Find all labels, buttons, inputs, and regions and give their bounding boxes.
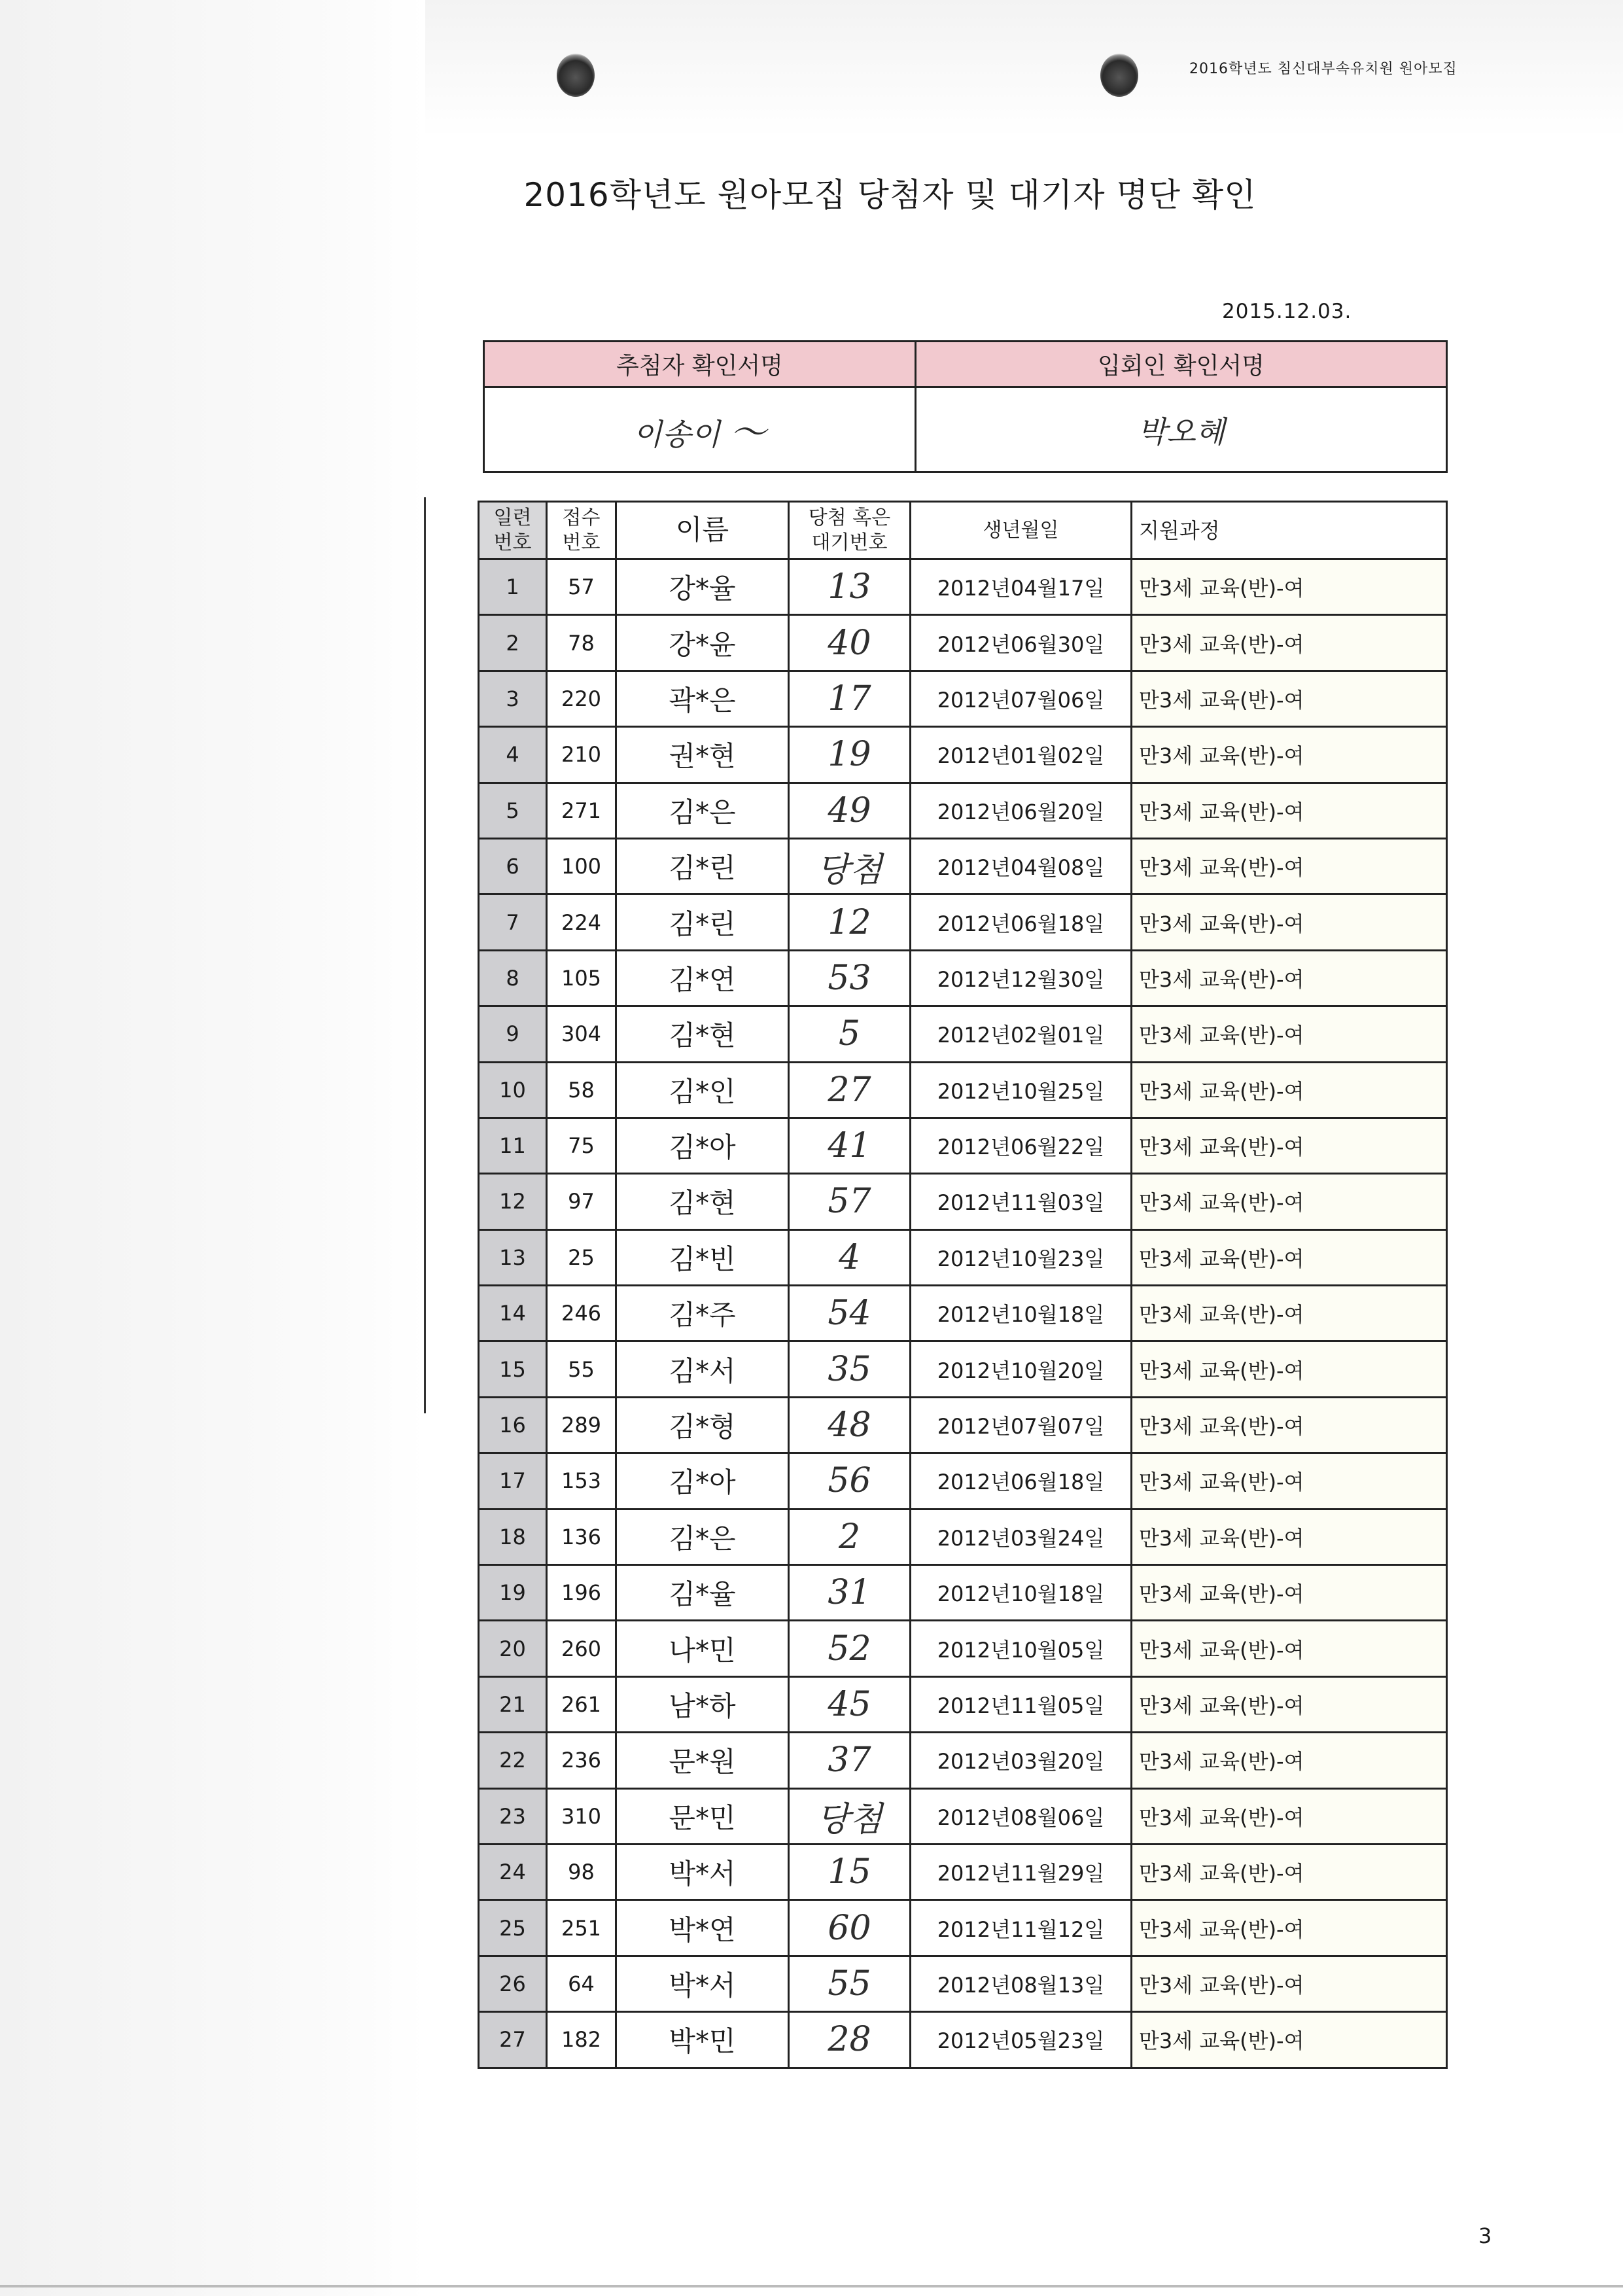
cell-receipt: 153 [547, 1453, 616, 1509]
cell-seq: 17 [479, 1453, 547, 1509]
cell-name: 김*아 [616, 1453, 789, 1509]
cell-seq: 22 [479, 1733, 547, 1788]
cell-name: 김*린 [616, 894, 789, 950]
cell-birth: 2012년12월30일 [911, 950, 1132, 1006]
cell-course: 만3세 교육(반)-여 [1132, 1006, 1447, 1062]
cell-name: 김*현 [616, 1174, 789, 1229]
cell-seq: 23 [479, 1788, 547, 1844]
cell-birth: 2012년11월05일 [911, 1676, 1132, 1732]
cell-receipt: 310 [547, 1788, 616, 1844]
table-row [479, 727, 1447, 783]
cell-seq: 13 [479, 1229, 547, 1285]
page-number: 3 [1478, 2223, 1492, 2248]
cell-receipt: 182 [547, 2012, 616, 2068]
header-result: 당첨 혹은 대기번호 [789, 502, 911, 559]
cell-result: 당첨 [789, 838, 911, 894]
margin-line [424, 497, 426, 1413]
cell-result: 13 [789, 559, 911, 615]
cell-name: 김*형 [616, 1397, 789, 1453]
cell-seq: 6 [479, 838, 547, 894]
scan-shadow-left [0, 0, 425, 2296]
drawer-signature-label: 추첨자 확인서명 [484, 342, 916, 387]
table-row [479, 1341, 1447, 1397]
cell-birth: 2012년10월20일 [911, 1341, 1132, 1397]
cell-name: 김*주 [616, 1286, 789, 1341]
cell-seq: 27 [479, 2012, 547, 2068]
cell-birth: 2012년10월23일 [911, 1229, 1132, 1285]
cell-name: 김*은 [616, 1509, 789, 1564]
cell-name: 박*연 [616, 1900, 789, 1956]
cell-receipt: 210 [547, 727, 616, 783]
cell-course: 만3세 교육(반)-여 [1132, 2012, 1447, 2068]
cell-result: 55 [789, 1956, 911, 2011]
cell-course: 만3세 교육(반)-여 [1132, 1341, 1447, 1397]
cell-birth: 2012년10월05일 [911, 1621, 1132, 1676]
table-row [479, 671, 1447, 726]
cell-course: 만3세 교육(반)-여 [1132, 1844, 1447, 1899]
cell-birth: 2012년10월18일 [911, 1286, 1132, 1341]
table-row [479, 1676, 1447, 1732]
cell-course: 만3세 교육(반)-여 [1132, 1118, 1447, 1173]
cell-name: 김*빈 [616, 1229, 789, 1285]
cell-course: 만3세 교육(반)-여 [1132, 1676, 1447, 1732]
cell-receipt: 260 [547, 1621, 616, 1676]
cell-result: 57 [789, 1174, 911, 1229]
cell-course: 만3세 교육(반)-여 [1132, 1565, 1447, 1621]
table-row [479, 950, 1447, 1006]
cell-result: 54 [789, 1286, 911, 1341]
cell-birth: 2012년06월18일 [911, 1453, 1132, 1509]
table-row [479, 615, 1447, 671]
cell-result: 56 [789, 1453, 911, 1509]
cell-result: 4 [789, 1229, 911, 1285]
page-title: 2016학년도 원아모집 당첨자 및 대기자 명단 확인 [523, 176, 1257, 214]
page-edge-line [0, 2285, 1623, 2287]
cell-seq: 24 [479, 1844, 547, 1899]
cell-course: 만3세 교육(반)-여 [1132, 838, 1447, 894]
cell-birth: 2012년02월01일 [911, 1006, 1132, 1062]
cell-seq: 8 [479, 950, 547, 1006]
cell-birth: 2012년07월06일 [911, 671, 1132, 726]
cell-course: 만3세 교육(반)-여 [1132, 615, 1447, 671]
table-row [479, 1062, 1447, 1118]
cell-course: 만3세 교육(반)-여 [1132, 1788, 1447, 1844]
cell-name: 박*서 [616, 1844, 789, 1899]
cell-birth: 2012년06월18일 [911, 894, 1132, 950]
cell-name: 강*윤 [616, 615, 789, 671]
header-receipt: 접수 번호 [547, 502, 616, 559]
cell-receipt: 220 [547, 671, 616, 726]
cell-course: 만3세 교육(반)-여 [1132, 559, 1447, 615]
applicant-table [478, 501, 1448, 2069]
cell-seq: 3 [479, 671, 547, 726]
cell-seq: 14 [479, 1286, 547, 1341]
cell-name: 김*서 [616, 1341, 789, 1397]
cell-name: 나*민 [616, 1621, 789, 1676]
cell-course: 만3세 교육(반)-여 [1132, 1062, 1447, 1118]
cell-course: 만3세 교육(반)-여 [1132, 1956, 1447, 2011]
cell-seq: 19 [479, 1565, 547, 1621]
header-birth: 생년월일 [911, 502, 1132, 559]
cell-seq: 15 [479, 1341, 547, 1397]
cell-seq: 5 [479, 783, 547, 838]
signature-table [483, 340, 1448, 473]
table-row [479, 1174, 1447, 1229]
cell-seq: 18 [479, 1509, 547, 1564]
cell-receipt: 224 [547, 894, 616, 950]
cell-result: 15 [789, 1844, 911, 1899]
table-row [479, 1788, 1447, 1844]
cell-result: 53 [789, 950, 911, 1006]
cell-receipt: 25 [547, 1229, 616, 1285]
cell-result: 37 [789, 1733, 911, 1788]
cell-result: 12 [789, 894, 911, 950]
punch-hole-right [1100, 54, 1138, 97]
cell-birth: 2012년04월17일 [911, 559, 1132, 615]
document-header: 2016학년도 침신대부속유치원 원아모집 [1189, 61, 1457, 77]
header-course: 지원과정 [1132, 502, 1447, 559]
cell-result: 41 [789, 1118, 911, 1173]
cell-seq: 12 [479, 1174, 547, 1229]
cell-birth: 2012년11월12일 [911, 1900, 1132, 1956]
cell-receipt: 98 [547, 1844, 616, 1899]
cell-receipt: 78 [547, 615, 616, 671]
drawer-signature: 이송이 〜 [484, 387, 916, 472]
cell-birth: 2012년08월06일 [911, 1788, 1132, 1844]
cell-course: 만3세 교육(반)-여 [1132, 1900, 1447, 1956]
cell-course: 만3세 교육(반)-여 [1132, 1733, 1447, 1788]
cell-name: 김*연 [616, 950, 789, 1006]
cell-birth: 2012년01월02일 [911, 727, 1132, 783]
table-row [479, 783, 1447, 838]
cell-result: 45 [789, 1676, 911, 1732]
cell-result: 28 [789, 2012, 911, 2068]
cell-birth: 2012년04월08일 [911, 838, 1132, 894]
cell-result: 48 [789, 1397, 911, 1453]
cell-receipt: 261 [547, 1676, 616, 1732]
cell-seq: 21 [479, 1676, 547, 1732]
table-row [479, 1733, 1447, 1788]
table-row [479, 2012, 1447, 2068]
cell-course: 만3세 교육(반)-여 [1132, 1174, 1447, 1229]
cell-receipt: 64 [547, 1956, 616, 2011]
cell-seq: 25 [479, 1900, 547, 1956]
cell-name: 김*인 [616, 1062, 789, 1118]
cell-birth: 2012년10월25일 [911, 1062, 1132, 1118]
cell-result: 17 [789, 671, 911, 726]
cell-result: 31 [789, 1565, 911, 1621]
cell-name: 김*린 [616, 838, 789, 894]
cell-result: 40 [789, 615, 911, 671]
witness-signature-label: 입회인 확인서명 [916, 342, 1447, 387]
cell-birth: 2012년05월23일 [911, 2012, 1132, 2068]
cell-receipt: 196 [547, 1565, 616, 1621]
cell-birth: 2012년06월22일 [911, 1118, 1132, 1173]
cell-receipt: 251 [547, 1900, 616, 1956]
cell-seq: 16 [479, 1397, 547, 1453]
cell-result: 19 [789, 727, 911, 783]
document-date: 2015.12.03. [1222, 300, 1352, 323]
cell-receipt: 236 [547, 1733, 616, 1788]
cell-seq: 10 [479, 1062, 547, 1118]
cell-name: 박*서 [616, 1956, 789, 2011]
table-row [479, 894, 1447, 950]
cell-course: 만3세 교육(반)-여 [1132, 950, 1447, 1006]
cell-name: 김*현 [616, 1006, 789, 1062]
cell-course: 만3세 교육(반)-여 [1132, 727, 1447, 783]
cell-name: 김*율 [616, 1565, 789, 1621]
table-row [479, 838, 1447, 894]
table-row [479, 1900, 1447, 1956]
table-row [479, 1229, 1447, 1285]
table-row [479, 1509, 1447, 1564]
cell-course: 만3세 교육(반)-여 [1132, 1453, 1447, 1509]
cell-receipt: 97 [547, 1174, 616, 1229]
cell-name: 문*원 [616, 1733, 789, 1788]
cell-course: 만3세 교육(반)-여 [1132, 1286, 1447, 1341]
cell-receipt: 58 [547, 1062, 616, 1118]
cell-result: 52 [789, 1621, 911, 1676]
cell-name: 남*하 [616, 1676, 789, 1732]
cell-seq: 26 [479, 1956, 547, 2011]
cell-name: 문*민 [616, 1788, 789, 1844]
table-row [479, 1118, 1447, 1173]
table-row [479, 1956, 1447, 2011]
cell-seq: 4 [479, 727, 547, 783]
cell-seq: 11 [479, 1118, 547, 1173]
cell-seq: 2 [479, 615, 547, 671]
table-row [479, 1621, 1447, 1676]
cell-course: 만3세 교육(반)-여 [1132, 1509, 1447, 1564]
cell-result: 5 [789, 1006, 911, 1062]
cell-course: 만3세 교육(반)-여 [1132, 1229, 1447, 1285]
cell-name: 강*율 [616, 559, 789, 615]
cell-birth: 2012년11월03일 [911, 1174, 1132, 1229]
cell-receipt: 57 [547, 559, 616, 615]
cell-result: 27 [789, 1062, 911, 1118]
cell-birth: 2012년10월18일 [911, 1565, 1132, 1621]
cell-birth: 2012년08월13일 [911, 1956, 1132, 2011]
header-seq: 일련 번호 [479, 502, 547, 559]
cell-name: 곽*은 [616, 671, 789, 726]
table-header-row [479, 502, 1447, 559]
cell-seq: 9 [479, 1006, 547, 1062]
table-row [479, 559, 1447, 615]
cell-receipt: 246 [547, 1286, 616, 1341]
cell-receipt: 105 [547, 950, 616, 1006]
cell-name: 권*현 [616, 727, 789, 783]
table-row [479, 1397, 1447, 1453]
cell-receipt: 55 [547, 1341, 616, 1397]
header-name: 이름 [616, 502, 789, 559]
cell-result: 당첨 [789, 1788, 911, 1844]
punch-hole-left [557, 54, 595, 97]
cell-receipt: 75 [547, 1118, 616, 1173]
cell-birth: 2012년11월29일 [911, 1844, 1132, 1899]
cell-result: 2 [789, 1509, 911, 1564]
cell-seq: 20 [479, 1621, 547, 1676]
cell-receipt: 271 [547, 783, 616, 838]
cell-course: 만3세 교육(반)-여 [1132, 1397, 1447, 1453]
cell-birth: 2012년07월07일 [911, 1397, 1132, 1453]
table-row [479, 1565, 1447, 1621]
cell-name: 박*민 [616, 2012, 789, 2068]
cell-receipt: 304 [547, 1006, 616, 1062]
cell-birth: 2012년03월20일 [911, 1733, 1132, 1788]
cell-birth: 2012년06월30일 [911, 615, 1132, 671]
table-row [479, 1286, 1447, 1341]
cell-name: 김*아 [616, 1118, 789, 1173]
table-row [479, 1844, 1447, 1899]
cell-receipt: 136 [547, 1509, 616, 1564]
cell-result: 49 [789, 783, 911, 838]
table-row [479, 1006, 1447, 1062]
cell-course: 만3세 교육(반)-여 [1132, 783, 1447, 838]
cell-result: 60 [789, 1900, 911, 1956]
cell-receipt: 100 [547, 838, 616, 894]
cell-course: 만3세 교육(반)-여 [1132, 1621, 1447, 1676]
cell-birth: 2012년03월24일 [911, 1509, 1132, 1564]
cell-seq: 1 [479, 559, 547, 615]
witness-signature: 박오혜 [916, 387, 1447, 472]
cell-result: 35 [789, 1341, 911, 1397]
cell-name: 김*은 [616, 783, 789, 838]
cell-birth: 2012년06월20일 [911, 783, 1132, 838]
table-row [479, 1453, 1447, 1509]
cell-course: 만3세 교육(반)-여 [1132, 671, 1447, 726]
cell-seq: 7 [479, 894, 547, 950]
cell-receipt: 289 [547, 1397, 616, 1453]
cell-course: 만3세 교육(반)-여 [1132, 894, 1447, 950]
